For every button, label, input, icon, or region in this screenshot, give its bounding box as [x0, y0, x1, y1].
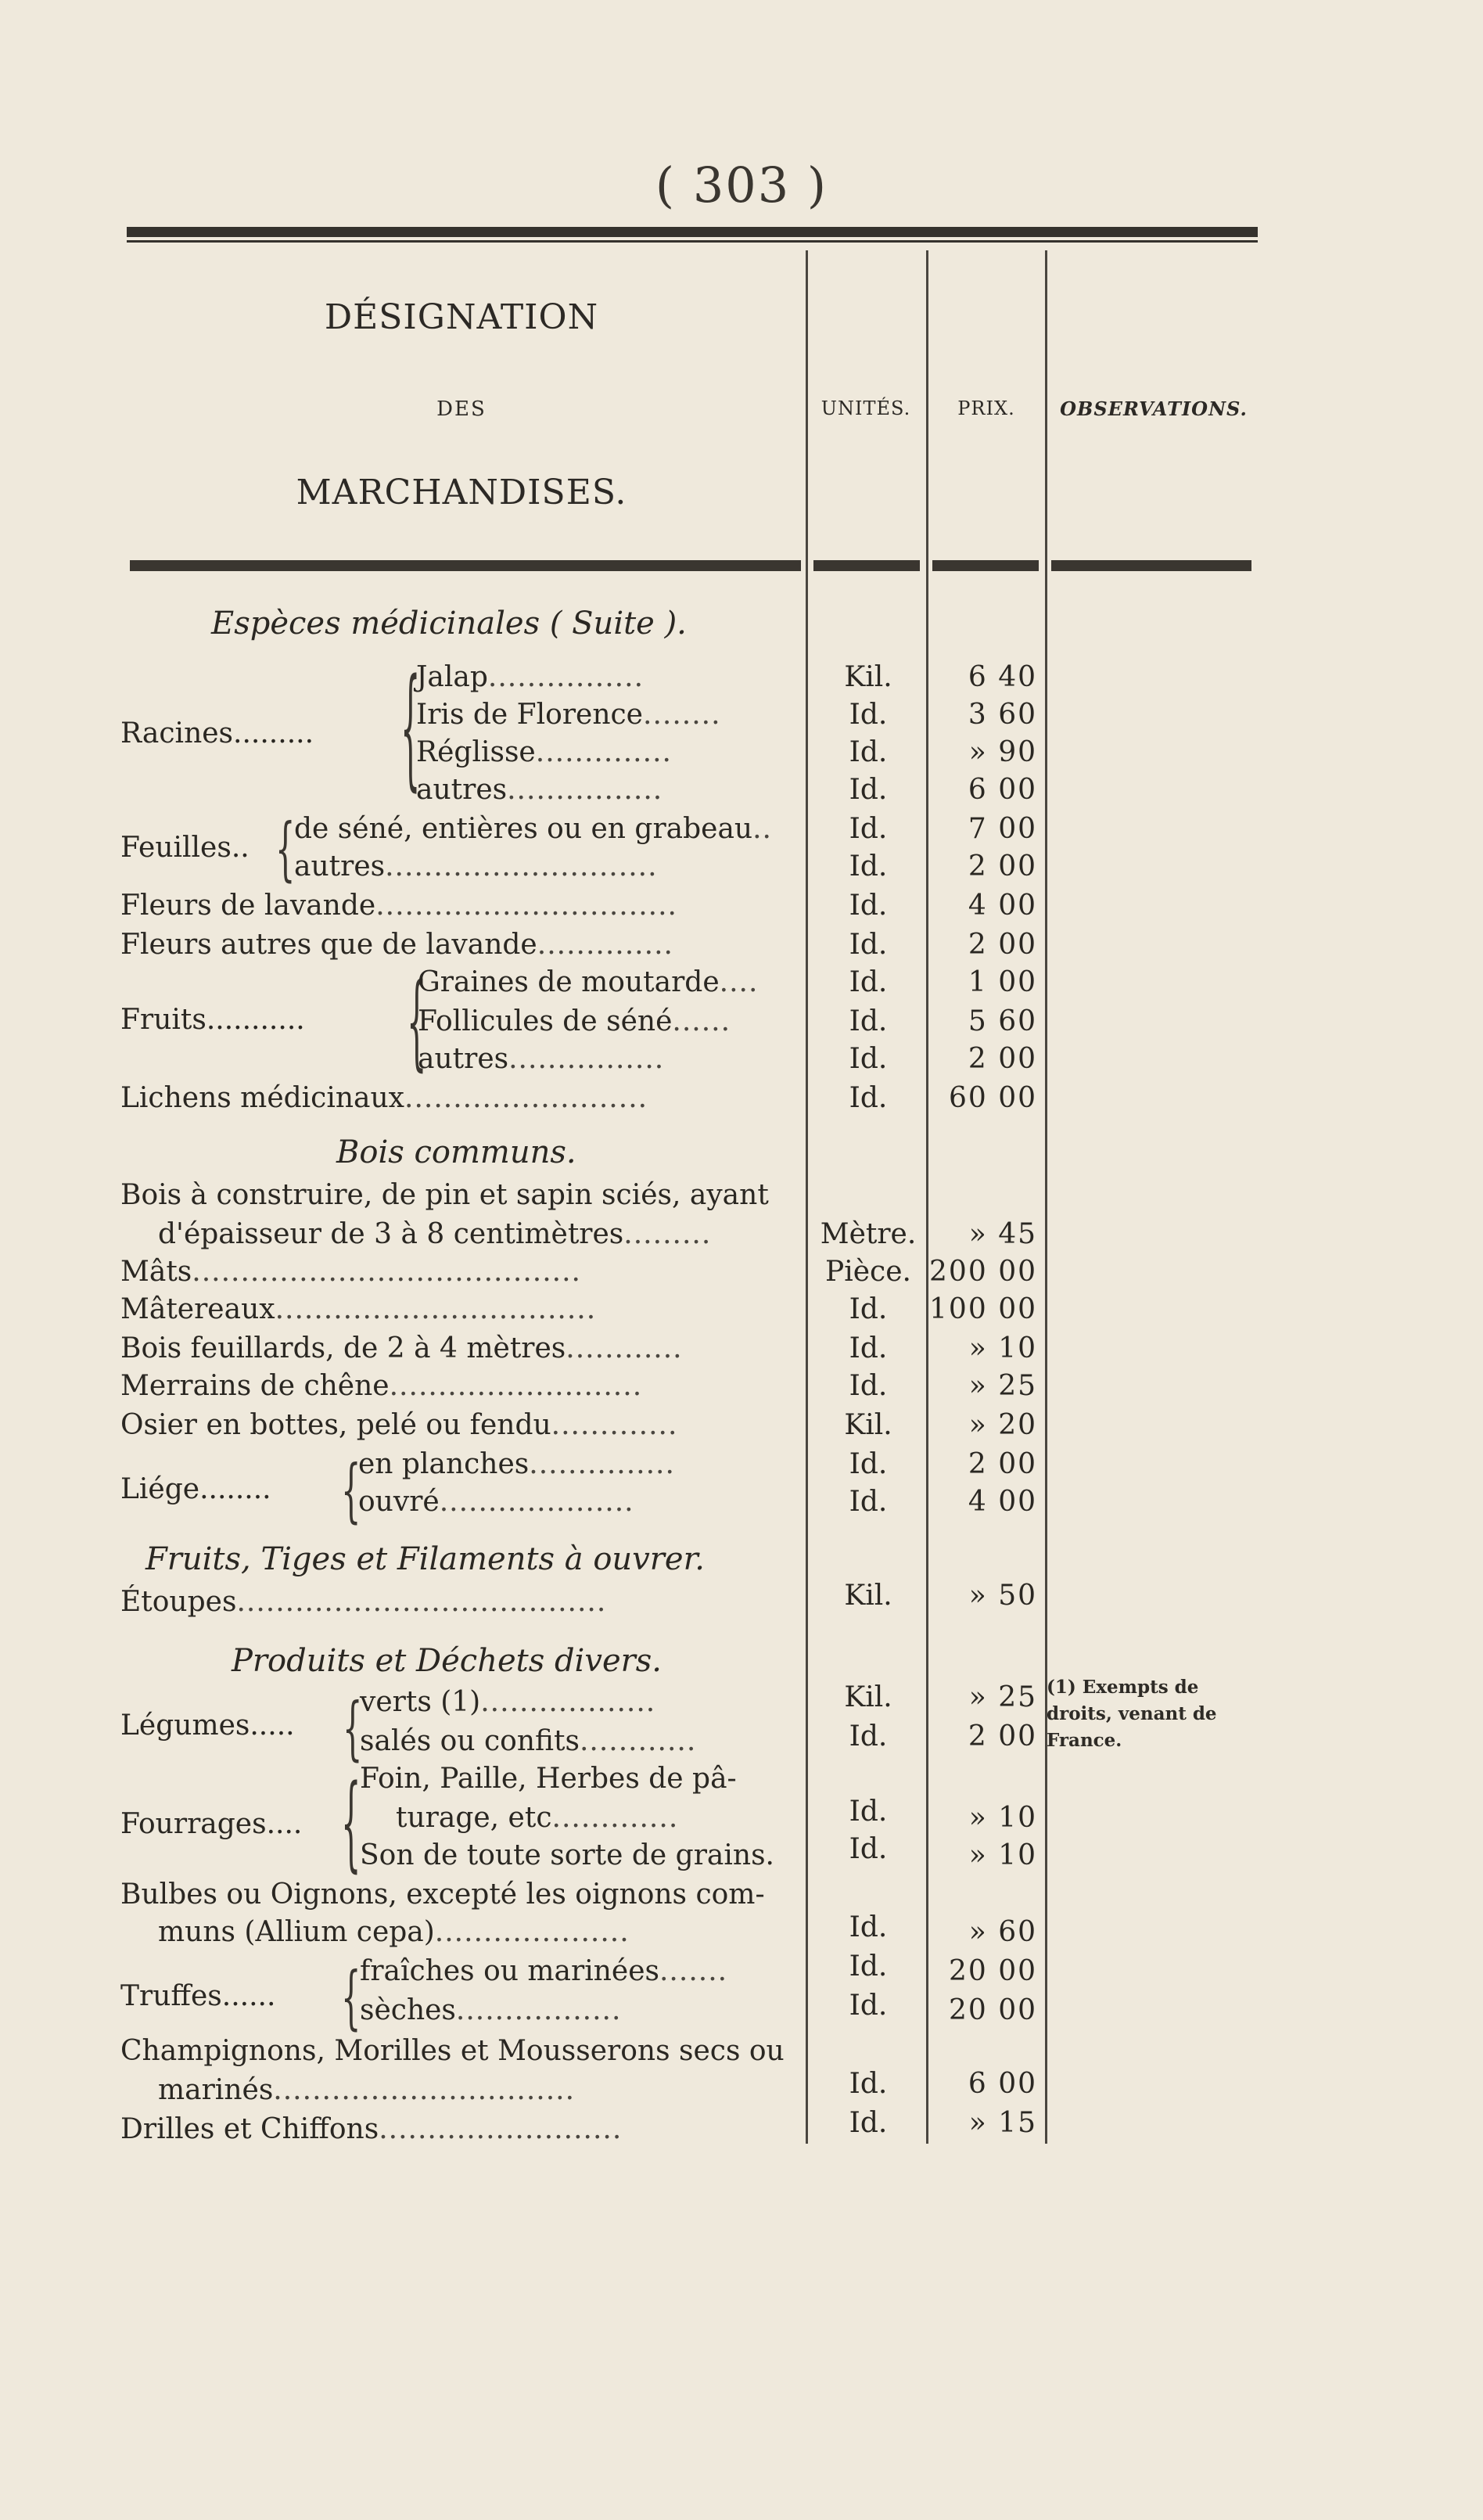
table-row — [117, 1216, 806, 1253]
table-row — [117, 2072, 806, 2109]
row-description: Foin, Paille, Herbes de pâ- — [360, 1763, 737, 1795]
table-row — [117, 887, 806, 925]
row-price: 200 00 — [929, 1256, 1037, 1288]
row-unit: Id. — [849, 774, 888, 806]
group-label-legumes: Légumes..... — [120, 1709, 295, 1742]
row-description: Iris de Florence — [416, 699, 643, 731]
row-description: Étoupes — [120, 1586, 237, 1618]
row-unit: Kil. — [844, 1580, 892, 1612]
row-price: » 60 — [968, 1916, 1037, 1948]
column-divider-unites — [806, 250, 808, 2144]
row-unit: Id. — [849, 890, 888, 922]
row-description: autres — [416, 774, 508, 806]
row-dots: ............. — [551, 1409, 678, 1441]
row-unit: Kil. — [844, 1681, 892, 1713]
row-unit: Id. — [849, 1486, 888, 1518]
page-number: ( 303 ) — [655, 156, 828, 214]
row-unit: Id. — [849, 1448, 888, 1480]
row-description: Son de toute sorte de grains. — [360, 1839, 774, 1871]
row-description: Bois feuillards, de 2 à 4 mètres — [120, 1332, 566, 1364]
table-row — [117, 848, 806, 886]
row-unit: Id. — [849, 699, 888, 731]
row-dots: ............................... — [375, 890, 677, 922]
table-row — [117, 1584, 806, 1621]
table-row — [117, 964, 806, 1001]
observation-note: (1) Exempts de droits, venant de France. — [1047, 1677, 1217, 1751]
row-description: Mâtereaux — [120, 1293, 275, 1325]
section-especes-medicinales: Espèces médicinales ( Suite ). — [211, 606, 687, 642]
row-description: Merrains de chêne — [120, 1370, 390, 1402]
row-description: Bulbes ou Oignons, excepté les oignons com- — [120, 1878, 765, 1911]
section-bois-communs: Bois communs. — [336, 1134, 576, 1170]
brace-icon: { — [407, 964, 427, 1083]
row-price: » 10 — [968, 1332, 1037, 1364]
column-divider-observations — [1045, 250, 1047, 2144]
row-description: Champignons, Morilles et Mousserons secs ou — [120, 2035, 785, 2067]
row-unit: Id. — [849, 2107, 888, 2139]
row-price: 20 00 — [948, 1994, 1037, 2026]
row-unit: Kil. — [844, 661, 892, 693]
row-unit: Id. — [849, 1370, 888, 1402]
brace-icon: { — [341, 1765, 361, 1884]
row-price: » 15 — [968, 2107, 1037, 2139]
row-price: 20 00 — [948, 1955, 1037, 1987]
row-unit: Id. — [849, 1796, 888, 1828]
row-price: 100 00 — [929, 1293, 1037, 1325]
header-observations: OBSERVATIONS. — [1060, 397, 1248, 420]
table-row — [117, 811, 806, 848]
top-rule-thick — [127, 227, 1258, 237]
table-row — [117, 1837, 806, 1875]
table-row — [117, 1253, 806, 1291]
table-row — [117, 1407, 806, 1444]
row-description: ouvré — [358, 1486, 440, 1518]
table-row — [117, 1177, 806, 1214]
row-unit: Id. — [849, 1293, 888, 1325]
row-description: marinés — [158, 2074, 274, 2106]
row-description: salés ou confits — [360, 1725, 580, 1757]
header-des: DES — [436, 397, 487, 421]
row-description: Follicules de séné — [418, 1005, 673, 1037]
row-price: 1 00 — [968, 966, 1037, 998]
table-row — [117, 1992, 806, 2029]
row-price: 2 00 — [968, 1448, 1037, 1480]
header-rule-designation — [130, 560, 801, 571]
group-label-truffes: Truffes...... — [120, 1980, 276, 2012]
row-price: » 25 — [968, 1681, 1037, 1713]
group-label-racines: Racines......... — [120, 717, 314, 750]
row-unit: Id. — [849, 1332, 888, 1364]
header-unites: UNITÉS. — [820, 397, 911, 419]
row-description: fraîches ou marinées — [360, 1955, 659, 1987]
row-dots: ................................. — [275, 1293, 597, 1325]
header-marchandises: MARCHANDISES. — [296, 473, 627, 512]
table-row — [117, 1953, 806, 1990]
row-dots: ............................... — [273, 2074, 576, 2106]
table-row — [117, 1723, 806, 1760]
row-dots: ................ — [507, 774, 663, 806]
row-description: Fleurs autres que de lavande — [120, 929, 537, 961]
table-row — [117, 734, 806, 771]
row-dots: ................ — [487, 661, 645, 693]
row-price: » 90 — [968, 736, 1037, 768]
row-price: 4 00 — [968, 1486, 1037, 1518]
row-unit: Id. — [849, 850, 888, 883]
row-unit: Id. — [849, 1720, 888, 1752]
row-price: » 10 — [968, 1802, 1037, 1834]
row-price: 6 00 — [968, 2068, 1037, 2100]
row-dots: .... — [719, 966, 759, 998]
table-row — [117, 1041, 806, 1078]
row-unit: Id. — [849, 2068, 888, 2100]
brace-icon: { — [275, 811, 296, 890]
row-description: autres — [294, 850, 386, 883]
header-prix: PRIX. — [957, 397, 1015, 419]
row-unit: Kil. — [844, 1409, 892, 1441]
row-description: Drilles et Chiffons — [120, 2113, 379, 2145]
row-description: sèches — [360, 1994, 456, 2026]
top-rule-thin — [127, 240, 1258, 243]
row-description: d'épaisseur de 3 à 8 centimètres — [158, 1218, 624, 1250]
table-row — [117, 1799, 806, 1837]
group-label-fourrages: Fourrages.... — [120, 1808, 303, 1840]
row-description: Osier en bottes, pelé ou fendu — [120, 1409, 551, 1441]
table-row — [117, 1003, 806, 1041]
row-description: Lichens médicinaux — [120, 1082, 404, 1114]
table-row — [117, 1446, 806, 1483]
row-description: autres — [418, 1043, 509, 1075]
row-description: Réglisse — [416, 736, 536, 768]
brace-icon: { — [400, 654, 421, 806]
row-dots: .................... — [434, 1916, 630, 1948]
table-row — [117, 659, 806, 696]
table-row — [117, 926, 806, 964]
row-dots: ............. — [551, 1802, 679, 1834]
row-dots: .......................... — [389, 1370, 643, 1402]
row-description: Fleurs de lavande — [120, 890, 376, 922]
table-row — [117, 1368, 806, 1405]
row-price: 4 00 — [968, 890, 1037, 922]
brace-icon: { — [341, 1959, 361, 2039]
row-price: 6 40 — [968, 661, 1037, 693]
table-row — [117, 1080, 806, 1117]
row-dots: ......................... — [404, 1082, 648, 1114]
row-description: Jalap — [416, 661, 488, 693]
row-dots: ............................ — [385, 850, 658, 883]
row-dots: ........................................ — [192, 1256, 581, 1288]
table-row — [117, 1760, 806, 1798]
row-dots: ............ — [566, 1332, 683, 1364]
row-price: » 25 — [968, 1370, 1037, 1402]
row-dots: ....... — [659, 1955, 728, 1987]
row-unit: Id. — [849, 1043, 888, 1075]
row-description: Mâts — [120, 1256, 192, 1288]
header-designation: DÉSIGNATION — [324, 297, 599, 337]
row-unit: Id. — [849, 929, 888, 961]
row-description: verts (1) — [360, 1686, 481, 1718]
row-dots: ...... — [672, 1005, 731, 1037]
brace-icon: { — [341, 1452, 361, 1532]
row-dots: ...................................... — [236, 1586, 607, 1618]
row-description: en planches — [358, 1448, 530, 1480]
header-rule-observations — [1051, 560, 1251, 571]
table-row — [117, 2033, 806, 2070]
row-dots: ......................... — [379, 2113, 623, 2145]
row-price: 5 60 — [968, 1005, 1037, 1037]
row-price: » 45 — [968, 1218, 1037, 1250]
row-dots: .. — [752, 813, 772, 845]
header-rule-prix — [932, 560, 1039, 571]
table-row — [117, 1914, 806, 1951]
brace-icon: { — [343, 1690, 363, 1770]
row-description: turage, etc — [396, 1802, 552, 1834]
table-row — [117, 1330, 806, 1368]
row-unit: Id. — [849, 1833, 888, 1865]
row-unit: Id. — [849, 1990, 888, 2022]
section-produits-dechets: Produits et Déchets divers. — [232, 1643, 662, 1679]
table-row — [117, 1876, 806, 1914]
row-price: 6 00 — [968, 774, 1037, 806]
row-unit: Mètre. — [820, 1218, 917, 1250]
row-dots: ............ — [579, 1725, 697, 1757]
header-rule-unites — [813, 560, 920, 571]
row-description: Graines de moutarde — [418, 966, 720, 998]
row-dots: .............. — [537, 929, 673, 961]
row-description: de séné, entières ou en grabeau — [294, 813, 753, 845]
row-dots: ........ — [643, 699, 721, 731]
row-price: » 10 — [968, 1839, 1037, 1871]
row-unit: Pièce. — [825, 1256, 911, 1288]
row-price: 2 00 — [968, 929, 1037, 961]
row-dots: .................. — [480, 1686, 656, 1718]
row-dots: .................... — [439, 1486, 634, 1518]
group-label-fruits: Fruits........... — [120, 1004, 305, 1036]
table-row — [117, 771, 806, 809]
row-dots: ................. — [455, 1994, 622, 2026]
row-unit: Id. — [849, 1005, 888, 1037]
table-row — [117, 1684, 806, 1721]
row-unit: Id. — [849, 813, 888, 845]
row-dots: ......... — [623, 1218, 712, 1250]
row-unit: Id. — [849, 1082, 888, 1114]
row-dots: .............. — [535, 736, 672, 768]
row-price: 3 60 — [968, 699, 1037, 731]
table-row — [117, 1291, 806, 1328]
row-price: 2 00 — [968, 1043, 1037, 1075]
row-unit: Id. — [849, 1950, 888, 1983]
section-fruits-tiges: Fruits, Tiges et Filaments à ouvrer. — [145, 1541, 706, 1577]
row-price: 2 00 — [968, 850, 1037, 883]
group-label-liege: Liége........ — [120, 1473, 271, 1505]
row-price: 60 00 — [948, 1082, 1037, 1114]
group-label-feuilles: Feuilles.. — [120, 832, 250, 864]
row-dots: ............... — [529, 1448, 675, 1480]
row-price: » 20 — [968, 1409, 1037, 1441]
row-dots: ................ — [508, 1043, 665, 1075]
table-row — [117, 696, 806, 734]
row-description: muns (Allium cepa) — [158, 1916, 435, 1948]
row-unit: Id. — [849, 966, 888, 998]
row-price: » 50 — [968, 1580, 1037, 1612]
row-price: 7 00 — [968, 813, 1037, 845]
table-row — [117, 1483, 806, 1521]
row-unit: Id. — [849, 1911, 888, 1943]
table-row — [117, 2111, 806, 2148]
row-price: 2 00 — [968, 1720, 1037, 1752]
row-description: Bois à construire, de pin et sapin sciés, ayant — [120, 1179, 769, 1211]
row-unit: Id. — [849, 736, 888, 768]
